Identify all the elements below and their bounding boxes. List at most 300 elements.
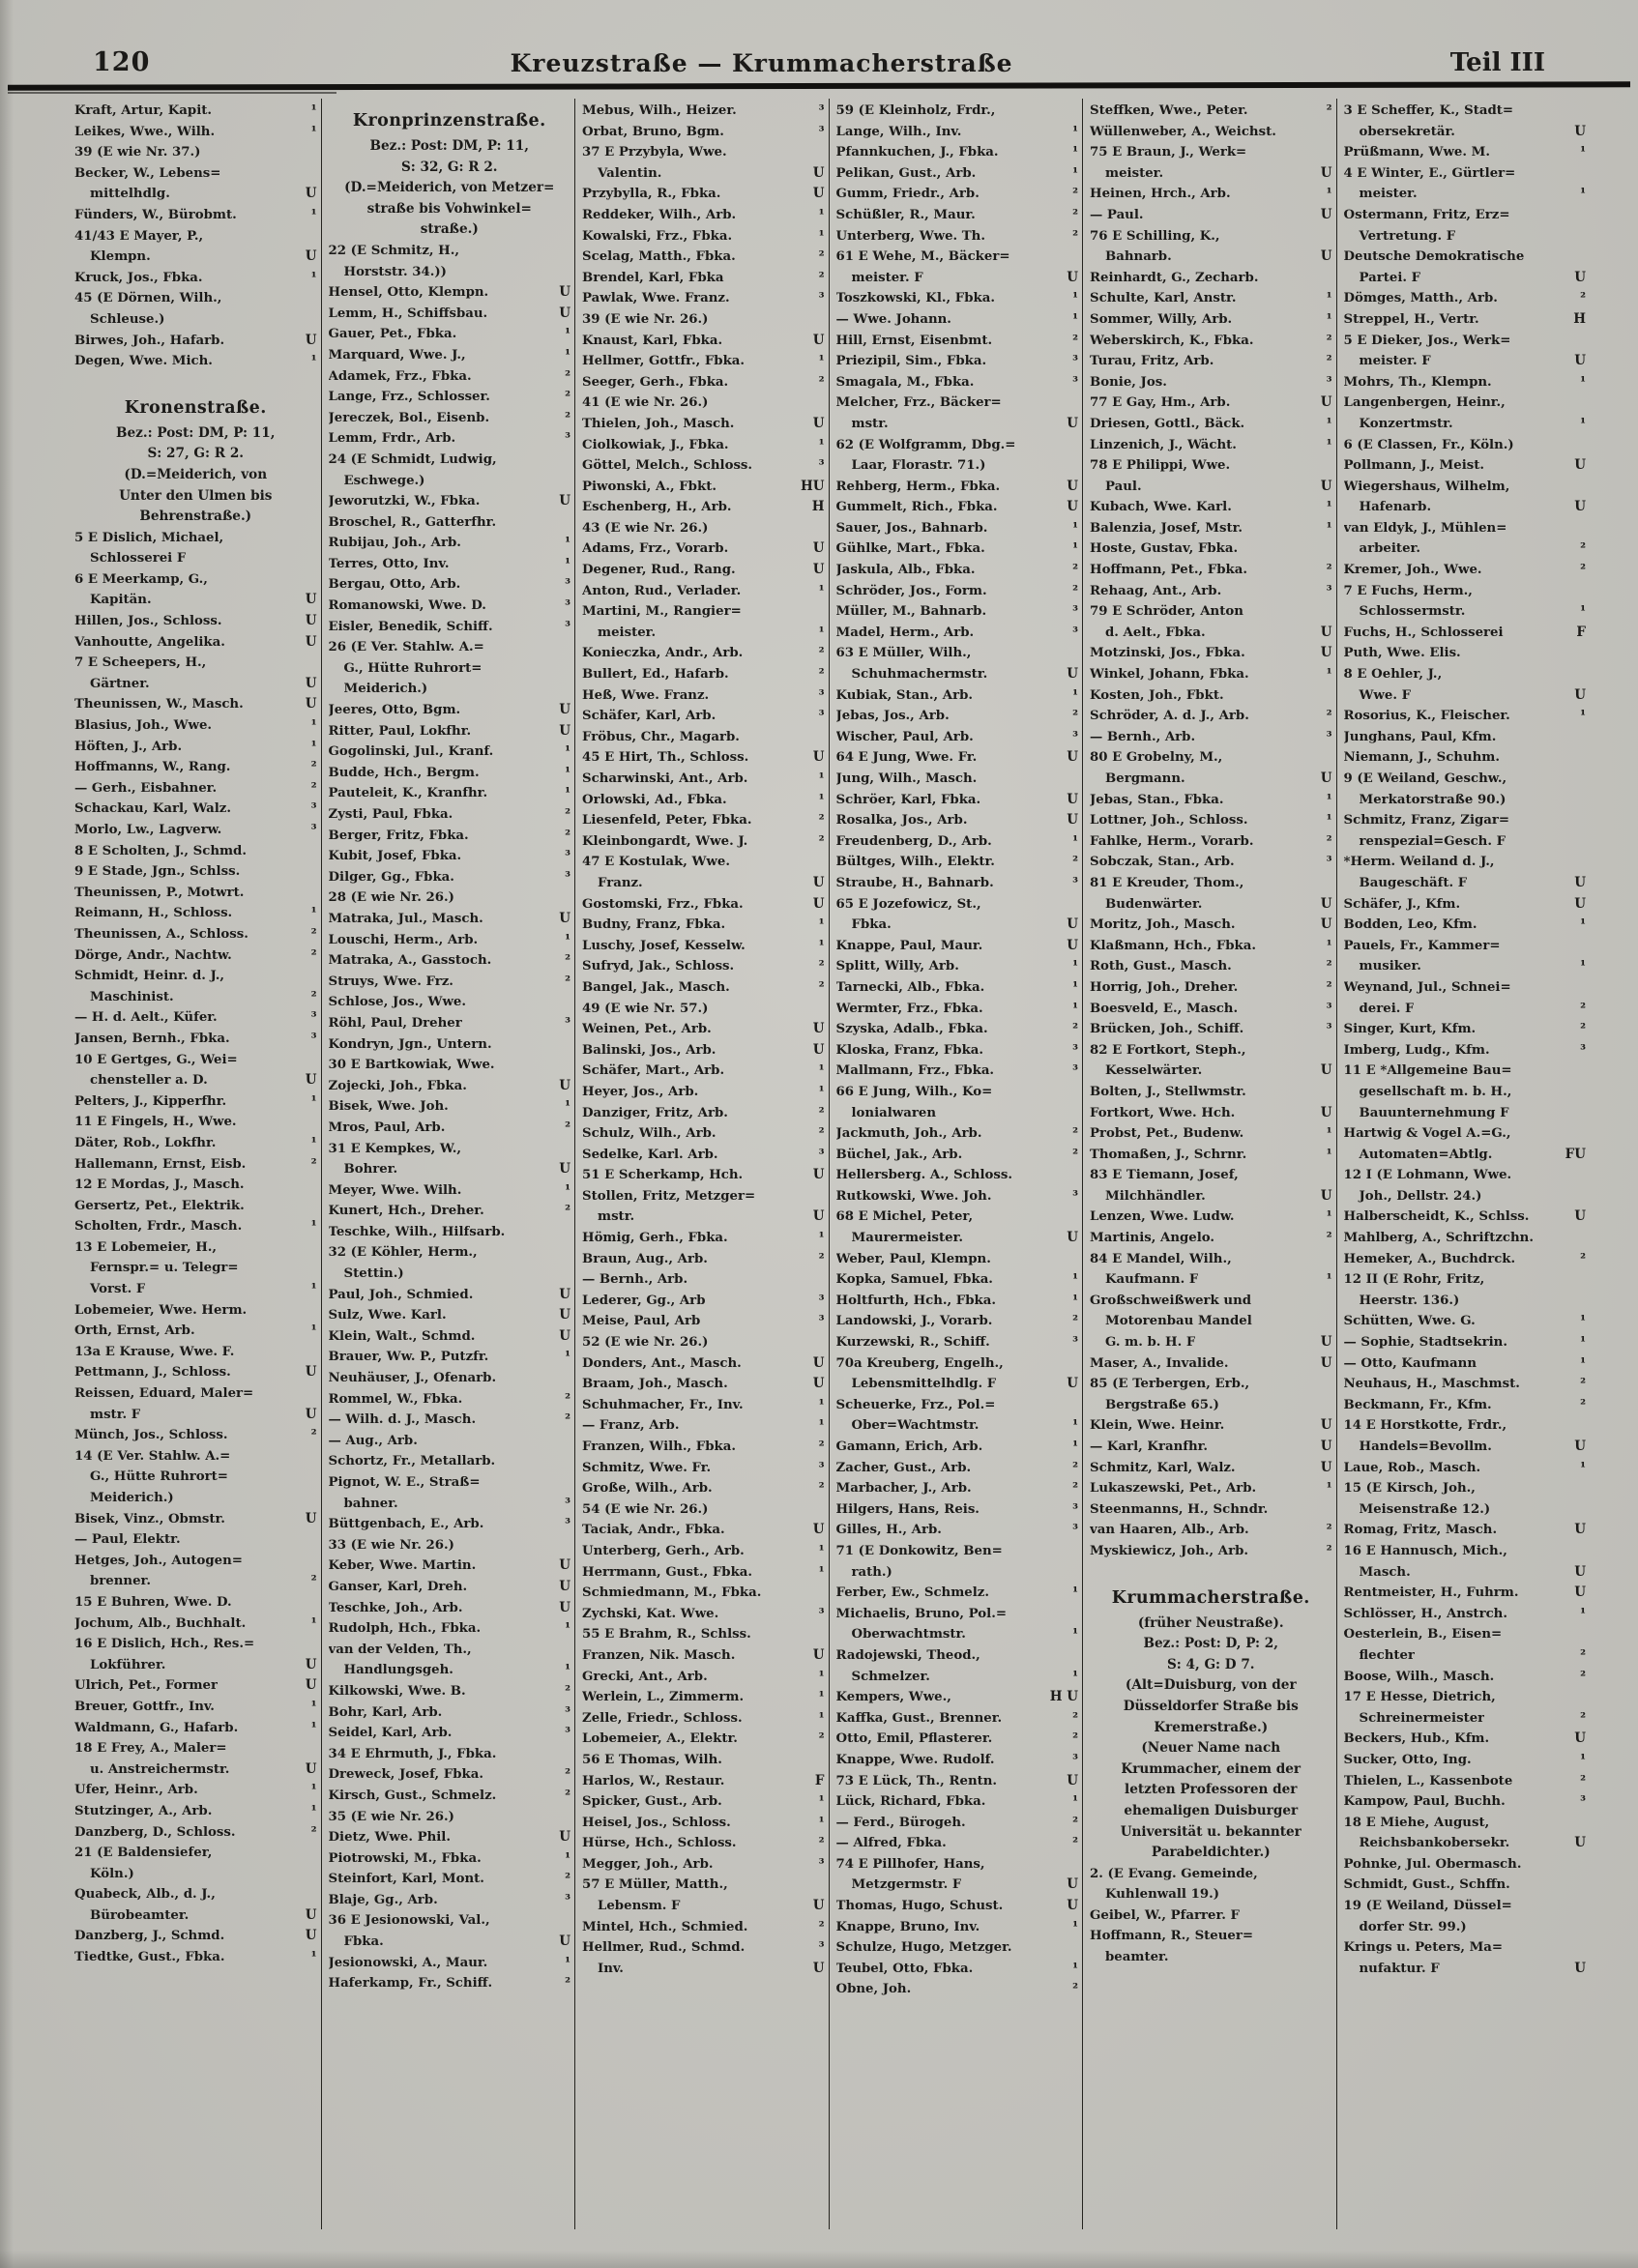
entry-marker: ³ bbox=[1326, 373, 1332, 390]
entry-marker: ² bbox=[818, 645, 825, 661]
directory-entry: Teubel, Otto, Fbka. ¹ bbox=[836, 1959, 1079, 1980]
entry-marker: U bbox=[1320, 1439, 1332, 1454]
directory-entry: Fbka. U bbox=[329, 1932, 571, 1953]
directory-entry: Harlos, W., Restaur. F bbox=[582, 1771, 825, 1792]
entry-marker: U bbox=[1574, 1730, 1586, 1747]
directory-entry: 70a Kreuberg, Engelh., bbox=[835, 1355, 1004, 1371]
entry-marker: ³ bbox=[1072, 1187, 1078, 1204]
directory-entry: Hilgers, Hans, Reis. ³ bbox=[836, 1499, 1079, 1521]
directory-entry: Reddeker, Wilh., Arb. ¹ bbox=[582, 205, 825, 226]
directory-entry: Hömig, Gerh., Fbka. ¹ bbox=[582, 1228, 825, 1249]
entry-marker: ² bbox=[565, 806, 570, 822]
entry-marker: ³ bbox=[818, 1605, 825, 1621]
directory-entry: Rehberg, Herm., Fbka. U bbox=[836, 477, 1079, 498]
directory-entry: rath.) bbox=[851, 1564, 892, 1580]
directory-entry: Herrmann, Gust., Fbka. ¹ bbox=[582, 1562, 825, 1584]
entry-marker: U bbox=[1067, 269, 1078, 285]
entry-marker: ³ bbox=[565, 618, 570, 634]
entry-marker: ¹ bbox=[310, 1782, 317, 1798]
street-info-line: (Alt=Duisburg, von der bbox=[1125, 1677, 1297, 1694]
directory-entry: Berger, Fritz, Fbka. ² bbox=[329, 826, 571, 847]
directory-entry: Seidel, Karl, Arb. ³ bbox=[329, 1723, 571, 1744]
entry-marker: ³ bbox=[818, 457, 825, 474]
entry-marker: ³ bbox=[565, 1495, 570, 1511]
directory-entry: Laar, Florastr. 71.) bbox=[851, 458, 986, 474]
directory-entry: Leikes, Wwe., Wilh. ¹ bbox=[74, 122, 317, 143]
directory-entry: Bullert, Ed., Hafarb. ² bbox=[582, 664, 825, 685]
directory-entry: 63 E Müller, Wilh., bbox=[835, 646, 972, 661]
entry-marker: ³ bbox=[565, 1516, 570, 1532]
entry-marker: U bbox=[305, 1072, 317, 1089]
directory-entry: Weynand, Jul., Schnei= bbox=[1343, 979, 1511, 995]
directory-entry: Meisenstraße 12.) bbox=[1359, 1501, 1491, 1517]
entry-marker: U bbox=[1320, 895, 1332, 912]
directory-entry: 11 E Fingels, H., Wwe. bbox=[74, 1115, 237, 1130]
entry-marker: ¹ bbox=[1072, 1000, 1078, 1016]
directory-entry: Schmelzer. ¹ bbox=[836, 1667, 1079, 1688]
directory-entry: Jebas, Jos., Arb. ² bbox=[836, 706, 1079, 727]
entry-marker: ² bbox=[1326, 353, 1332, 369]
entry-marker: ² bbox=[310, 1573, 317, 1589]
directory-entry: 35 (E wie Nr. 26.) bbox=[328, 1809, 454, 1824]
directory-entry: Zelle, Friedr., Schloss. ¹ bbox=[582, 1708, 825, 1730]
directory-entry: Rentmeister, H., Fuhrm. U bbox=[1344, 1583, 1587, 1604]
directory-entry: Haferkamp, Fr., Schiff. ² bbox=[329, 1973, 571, 1994]
directory-entry: Sufryd, Jak., Schloss. ² bbox=[582, 956, 825, 977]
street-heading: Krummacherstraße. bbox=[1111, 1587, 1310, 1608]
directory-entry: Becker, W., Lebens= bbox=[74, 165, 221, 181]
directory-entry: Lemm, Frdr., Arb. ³ bbox=[329, 428, 571, 450]
directory-entry: Struys, Wwe. Frz. ² bbox=[329, 972, 571, 993]
directory-entry: 59 (E Kleinholz, Frdr., bbox=[835, 103, 996, 118]
directory-entry: 37 E Przybyla, Wwe. bbox=[582, 145, 727, 160]
directory-entry: Vorst. F ¹ bbox=[74, 1279, 317, 1300]
directory-entry: 7 E Scheepers, H., bbox=[74, 655, 207, 671]
directory-entry: Brendel, Karl, Fbka ² bbox=[582, 268, 825, 289]
entry-marker: ² bbox=[818, 958, 825, 974]
directory-entry: Terres, Otto, Inv. ¹ bbox=[329, 554, 571, 575]
directory-entry: Franz. U bbox=[582, 873, 825, 894]
entry-marker: ² bbox=[565, 1871, 570, 1887]
entry-marker: ¹ bbox=[1326, 1480, 1332, 1497]
directory-entry: Scelag, Matth., Fbka. ² bbox=[582, 247, 825, 268]
directory-entry: Geibel, W., Pfarrer. F bbox=[1090, 1907, 1240, 1923]
directory-entry: Singer, Kurt, Kfm. ² bbox=[1344, 1019, 1587, 1040]
entry-marker: ¹ bbox=[1072, 1626, 1078, 1643]
directory-entry: Metzgermstr. F U bbox=[836, 1875, 1079, 1896]
directory-entry: 64 E Jung, Wwe. Fr. U bbox=[836, 747, 1079, 769]
directory-column bbox=[829, 99, 1083, 2229]
directory-entry: Spicker, Gust., Arb. ¹ bbox=[582, 1791, 825, 1813]
entry-marker: U bbox=[1574, 1835, 1586, 1851]
directory-entry: meister. F U bbox=[836, 268, 1079, 289]
directory-entry: Kraft, Artur, Kapit. ¹ bbox=[74, 101, 317, 122]
directory-entry: Quabeck, Alb., d. J., bbox=[74, 1887, 216, 1903]
entry-marker: ² bbox=[818, 1835, 825, 1851]
directory-entry: 41 (E wie Nr. 26.) bbox=[582, 395, 709, 411]
directory-entry: Grecki, Ant., Arb. ¹ bbox=[582, 1667, 825, 1688]
directory-entry: Schröer, Karl, Fbka. U bbox=[836, 790, 1079, 811]
directory-column bbox=[1082, 99, 1336, 2229]
directory-entry: Schreinermeister ² bbox=[1344, 1708, 1587, 1730]
entry-marker: U bbox=[559, 493, 570, 509]
entry-marker: ² bbox=[818, 978, 825, 995]
entry-marker: ¹ bbox=[310, 123, 317, 139]
entry-marker: ³ bbox=[1072, 1062, 1078, 1079]
directory-entry: Kosten, Joh., Fbkt. bbox=[1090, 687, 1224, 703]
entry-marker: ² bbox=[565, 367, 570, 384]
entry-marker: ¹ bbox=[1326, 791, 1332, 807]
directory-entry: 74 E Pillhofer, Hans, bbox=[835, 1856, 985, 1872]
directory-entry: 6 E Meerkamp, G., bbox=[74, 571, 208, 587]
directory-entry: Lange, Frz., Schlosser. ² bbox=[329, 387, 571, 408]
directory-entry: mstr. F U bbox=[74, 1405, 317, 1426]
entry-marker: ² bbox=[1580, 1668, 1586, 1684]
street-info-line: (D.=Meiderich, von bbox=[124, 466, 268, 482]
entry-marker: U bbox=[305, 1406, 317, 1422]
entry-marker: ³ bbox=[1580, 1793, 1586, 1810]
directory-entry: 14 (E Ver. Stahlw. A.= bbox=[74, 1448, 231, 1464]
directory-entry: Maurermeister. U bbox=[836, 1228, 1079, 1249]
directory-entry: Orth, Ernst, Arb. ¹ bbox=[74, 1321, 317, 1342]
street-info-line: S: 27, G: R 2. bbox=[147, 446, 245, 462]
directory-entry: Jereczek, Bol., Eisenb. ² bbox=[329, 408, 571, 429]
entry-marker: ¹ bbox=[1072, 1417, 1078, 1434]
entry-marker: ² bbox=[1072, 1835, 1078, 1851]
directory-entry: Smagala, M., Fbka. ³ bbox=[836, 372, 1079, 393]
directory-entry: Adamek, Frz., Fbka. ² bbox=[329, 366, 571, 388]
directory-entry: Fuchs, H., Schlosserei F bbox=[1344, 623, 1587, 644]
entry-marker: F bbox=[814, 1772, 825, 1788]
directory-entry: — Paul. U bbox=[1090, 205, 1332, 226]
directory-entry: Brücken, Joh., Schiff. ³ bbox=[1090, 1019, 1332, 1040]
entry-marker: U bbox=[1574, 874, 1586, 890]
directory-entry: 84 E Mandel, Wilh., bbox=[1090, 1251, 1232, 1266]
directory-entry: 79 E Schröder, Anton bbox=[1090, 604, 1243, 620]
directory-entry: 80 E Grobelny, M., bbox=[1090, 750, 1223, 766]
directory-entry: 18 E Frey, A., Maler= bbox=[74, 1741, 227, 1757]
directory-entry: Mebus, Wilh., Heizer. ³ bbox=[582, 101, 825, 122]
directory-entry: 68 E Michel, Peter, bbox=[835, 1209, 974, 1225]
directory-entry: 12 II (E Rohr, Fritz, bbox=[1343, 1272, 1485, 1288]
entry-marker: ¹ bbox=[1072, 310, 1078, 327]
entry-marker: U bbox=[305, 332, 317, 348]
entry-marker: ¹ bbox=[565, 785, 570, 801]
directory-entry: Hemeker, A., Buchdrck. ² bbox=[1344, 1249, 1587, 1270]
directory-entry: Steenmanns, H., Schndr. bbox=[1090, 1501, 1269, 1517]
directory-entry: Kurzewski, R., Schiff. ³ bbox=[836, 1332, 1079, 1353]
entry-marker: ² bbox=[1072, 708, 1078, 724]
directory-entry: Kubit, Josef, Fbka. ³ bbox=[329, 846, 571, 867]
entry-marker: U bbox=[812, 1041, 825, 1058]
entry-marker: ² bbox=[1072, 854, 1078, 870]
directory-entry: 49 (E wie Nr. 57.) bbox=[582, 1001, 709, 1016]
directory-entry: Gilles, H., Arb. ³ bbox=[836, 1520, 1079, 1541]
entry-marker: U bbox=[1067, 1772, 1078, 1788]
directory-entry: Sommer, Willy, Arb. ¹ bbox=[1090, 309, 1332, 331]
entry-marker: ² bbox=[565, 1390, 570, 1407]
entry-marker: U bbox=[1574, 686, 1586, 703]
directory-entry: 8 E Oehler, J., bbox=[1343, 667, 1443, 683]
entry-marker: U bbox=[1574, 499, 1586, 515]
column-spacer bbox=[1090, 1562, 1332, 1578]
entry-marker: U bbox=[1067, 916, 1078, 933]
street-info-line: Kremerstraße.) bbox=[1154, 1719, 1269, 1735]
entry-marker: ¹ bbox=[1072, 1668, 1078, 1684]
directory-entry: Sauer, Jos., Bahnarb. ¹ bbox=[836, 518, 1079, 539]
directory-entry: Schuhmacher, Fr., Inv. ¹ bbox=[582, 1395, 825, 1416]
directory-entry: 77 E Gay, Hm., Arb. U bbox=[1090, 393, 1332, 414]
entry-marker: ¹ bbox=[818, 1230, 825, 1246]
entry-marker: U bbox=[305, 1510, 317, 1527]
entry-marker: U bbox=[559, 1557, 570, 1574]
directory-entry: Klempn. U bbox=[74, 247, 317, 268]
entry-marker: U bbox=[1067, 1898, 1078, 1914]
entry-marker: ¹ bbox=[310, 1134, 317, 1150]
directory-entry: Tiedtke, Gust., Fbka. ¹ bbox=[74, 1947, 317, 1968]
directory-entry: — Wilh. d. J., Masch. ² bbox=[329, 1410, 571, 1431]
entry-marker: ¹ bbox=[310, 1218, 317, 1235]
entry-marker: ³ bbox=[565, 576, 570, 593]
directory-entry: Boose, Wilh., Masch. ² bbox=[1344, 1667, 1587, 1688]
entry-marker: ¹ bbox=[1326, 1125, 1332, 1142]
street-heading: Kronprinzenstraße. bbox=[352, 111, 546, 131]
entry-marker: U bbox=[305, 1760, 317, 1777]
directory-entry: 41/43 E Mayer, P., bbox=[74, 228, 204, 244]
entry-marker: ² bbox=[1326, 978, 1332, 995]
entry-marker: ³ bbox=[1326, 728, 1332, 744]
directory-entry: 76 E Schilling, K., bbox=[1090, 228, 1220, 244]
entry-marker: U bbox=[305, 1677, 317, 1694]
entry-marker: ³ bbox=[1072, 1334, 1078, 1351]
directory-entry: Jaskula, Alb., Fbka. ² bbox=[836, 560, 1079, 581]
directory-entry: Knappe, Wwe. Rudolf. ³ bbox=[836, 1750, 1079, 1771]
directory-entry: Schackau, Karl, Walz. ³ bbox=[74, 799, 317, 820]
directory-entry: Broschel, R., Gatterfhr. bbox=[328, 514, 497, 530]
entry-marker: ² bbox=[818, 1104, 825, 1120]
entry-marker: ² bbox=[1072, 1125, 1078, 1142]
entry-marker: ² bbox=[1326, 562, 1332, 578]
entry-marker: ¹ bbox=[1580, 958, 1586, 974]
directory-entry: 73 E Lück, Th., Rentn. U bbox=[836, 1771, 1079, 1792]
entry-marker: ² bbox=[310, 759, 317, 775]
directory-entry: van der Velden, Th., bbox=[328, 1642, 472, 1657]
directory-entry: Schulz, Wilh., Arb. ² bbox=[582, 1123, 825, 1145]
directory-entry: Büttgenbach, E., Arb. ³ bbox=[329, 1514, 571, 1535]
directory-entry: Vertretung. F bbox=[1359, 228, 1456, 244]
entry-marker: ³ bbox=[818, 1939, 825, 1956]
directory-entry: Moritz, Joh., Masch. U bbox=[1090, 915, 1332, 936]
street-info-line: Bez.: Post: D, P: 2, bbox=[1143, 1636, 1278, 1652]
directory-entry: Hensel, Otto, Klempn. U bbox=[329, 282, 571, 304]
directory-entry: Liesenfeld, Peter, Fbka. ² bbox=[582, 810, 825, 831]
entry-marker: ¹ bbox=[310, 1281, 317, 1297]
street-info-line: Bez.: Post: DM, P: 11, bbox=[369, 138, 529, 154]
entry-marker: ¹ bbox=[310, 1323, 317, 1339]
directory-entry: Bohrer. U bbox=[329, 1159, 571, 1180]
entry-marker: ² bbox=[1326, 332, 1332, 348]
entry-marker: ² bbox=[310, 925, 317, 942]
entry-marker: U bbox=[1067, 791, 1078, 807]
directory-entry: 52 (E wie Nr. 26.) bbox=[582, 1335, 709, 1351]
directory-entry: Göttel, Melch., Schloss. ³ bbox=[582, 455, 825, 477]
directory-entry: Niemann, J., Schuhm. bbox=[1343, 750, 1500, 766]
entry-marker: ³ bbox=[1072, 373, 1078, 390]
directory-entry: 65 E Jozefowicz, St., bbox=[835, 896, 981, 912]
entry-marker: ¹ bbox=[818, 582, 825, 598]
directory-entry: Oesterlein, B., Eisen= bbox=[1343, 1627, 1503, 1643]
entry-marker: U bbox=[559, 1327, 570, 1344]
directory-entry: Schmiedmann, M., Fbka. bbox=[582, 1585, 762, 1601]
directory-entry: Michaelis, Bruno, Pol.= bbox=[835, 1606, 1007, 1621]
entry-marker: ² bbox=[565, 409, 570, 425]
directory-entry: Schulte, Karl, Anstr. ¹ bbox=[1090, 288, 1332, 309]
directory-entry: G., Hütte Ruhrort= bbox=[90, 1469, 228, 1485]
entry-marker: ³ bbox=[818, 686, 825, 703]
directory-entry: — Ferd., Bürogeh. ² bbox=[836, 1813, 1079, 1834]
directory-entry: gesellschaft m. b. H., bbox=[1359, 1084, 1512, 1099]
entry-marker: U bbox=[812, 415, 825, 431]
directory-entry: 83 E Tiemann, Josef, bbox=[1090, 1168, 1239, 1183]
directory-entry: Kaufmann. F ¹ bbox=[1090, 1269, 1332, 1291]
entry-marker: U bbox=[559, 1578, 570, 1594]
directory-entry: 62 (E Wolfgramm, Dbg.= bbox=[835, 437, 1016, 452]
entry-marker: U bbox=[1574, 1960, 1586, 1976]
entry-marker: ³ bbox=[818, 708, 825, 724]
directory-entry: Theunissen, A., Schloss. ² bbox=[74, 924, 317, 945]
directory-entry: Sucker, Otto, Ing. ¹ bbox=[1344, 1750, 1587, 1771]
entry-marker: ¹ bbox=[1072, 1918, 1078, 1934]
directory-entry: Hoffmann, Pet., Fbka. ² bbox=[1090, 560, 1332, 581]
entry-marker: ¹ bbox=[1072, 164, 1078, 181]
directory-entry: Kondryn, Jgn., Untern. bbox=[328, 1036, 492, 1052]
directory-entry: Schmitz, Wwe. Fr. ³ bbox=[582, 1458, 825, 1479]
directory-entry: — Gerh., Eisbahner. ² bbox=[74, 778, 317, 800]
directory-entry: Dietz, Wwe. Phil. U bbox=[329, 1827, 571, 1848]
directory-entry: Dörge, Andr., Nachtw. ² bbox=[74, 945, 317, 967]
directory-entry: Baugeschäft. F U bbox=[1344, 873, 1587, 894]
entry-marker: ² bbox=[818, 1480, 825, 1497]
directory-entry: Schlosserei F bbox=[90, 551, 187, 567]
directory-entry: Ostermann, Fritz, Erz= bbox=[1343, 207, 1510, 222]
entry-marker: ² bbox=[1326, 1522, 1332, 1538]
directory-entry: Motzinski, Jos., Fbka. U bbox=[1090, 643, 1332, 664]
directory-entry: Joh., Dellstr. 24.) bbox=[1359, 1188, 1482, 1204]
entry-marker: ¹ bbox=[818, 206, 825, 222]
entry-marker: ² bbox=[1580, 562, 1586, 578]
directory-entry: Zysti, Paul, Fbka. ² bbox=[329, 804, 571, 826]
directory-column bbox=[321, 99, 575, 2229]
directory-entry: Thomas, Hugo, Schust. U bbox=[836, 1896, 1079, 1917]
directory-entry: Ganser, Karl, Dreh. U bbox=[329, 1577, 571, 1598]
entry-marker: U bbox=[1320, 916, 1332, 933]
entry-marker: ¹ bbox=[1326, 290, 1332, 306]
directory-entry: Przybylla, R., Fbka. U bbox=[582, 184, 825, 205]
entry-marker: ¹ bbox=[565, 1954, 570, 1970]
directory-entry: Kubach, Wwe. Karl. ¹ bbox=[1090, 497, 1332, 518]
directory-entry: Jung, Wilh., Masch. bbox=[835, 771, 978, 786]
directory-entry: Schmitz, Franz, Zigar= bbox=[1343, 813, 1510, 829]
entry-marker: U bbox=[1574, 353, 1586, 369]
directory-entry: Pollmann, J., Meist. U bbox=[1344, 455, 1587, 477]
street-info-line: ehemaligen Duisburger bbox=[1124, 1802, 1299, 1818]
directory-entry: Schröder, Jos., Form. ² bbox=[836, 581, 1079, 602]
directory-entry: Großschweißwerk und bbox=[1090, 1293, 1252, 1308]
entry-marker: U bbox=[559, 1599, 570, 1615]
entry-marker: ² bbox=[310, 779, 317, 796]
directory-entry: Paul. U bbox=[1090, 477, 1332, 498]
entry-marker: ² bbox=[310, 1155, 317, 1172]
directory-entry: Thielen, L., Kassenbote ² bbox=[1344, 1771, 1587, 1792]
entry-marker: ¹ bbox=[818, 227, 825, 244]
directory-entry: 54 (E wie Nr. 26.) bbox=[582, 1501, 709, 1517]
entry-marker: U bbox=[1320, 645, 1332, 661]
directory-entry: 61 E Wehe, M., Bäcker= bbox=[835, 249, 1010, 265]
entry-marker: ¹ bbox=[1580, 603, 1586, 620]
entry-marker: ² bbox=[565, 1411, 570, 1428]
entry-marker: U bbox=[559, 910, 570, 926]
directory-entry: Braun, Aug., Arb. ² bbox=[582, 1249, 825, 1270]
directory-entry: Maschinist. ² bbox=[74, 987, 317, 1008]
entry-marker: ³ bbox=[1326, 582, 1332, 598]
directory-entry: Meyer, Wwe. Wilh. ¹ bbox=[329, 1180, 571, 1202]
directory-entry: Bonie, Jos. ³ bbox=[1090, 372, 1332, 393]
directory-entry: Waldmann, G., Hafarb. ¹ bbox=[74, 1718, 317, 1739]
directory-entry: Vanhoutte, Angelika. U bbox=[74, 632, 317, 654]
entry-marker: ¹ bbox=[1580, 1605, 1586, 1621]
entry-marker: ² bbox=[818, 1730, 825, 1747]
directory-entry: Weberskirch, K., Fbka. ² bbox=[1090, 331, 1332, 352]
directory-entry: Laue, Rob., Masch. ¹ bbox=[1344, 1458, 1587, 1479]
entry-marker: ¹ bbox=[565, 346, 570, 363]
entry-marker: FU bbox=[1565, 1146, 1586, 1162]
street-info-line: Bez.: Post: DM, P: 11, bbox=[116, 424, 276, 441]
directory-entry: Kowalski, Frz., Fbka. ¹ bbox=[582, 226, 825, 247]
directory-entry: Zojecki, Joh., Fbka. U bbox=[329, 1076, 571, 1097]
directory-entry: Pauteleit, K., Kranfhr. ¹ bbox=[329, 783, 571, 804]
directory-entry: Ufer, Heinr., Arb. ¹ bbox=[74, 1780, 317, 1801]
entry-marker: ¹ bbox=[1072, 832, 1078, 849]
directory-entry: bahner. ³ bbox=[329, 1494, 571, 1515]
directory-entry: Ciolkowiak, J., Fbka. ¹ bbox=[582, 435, 825, 456]
directory-entry: Donders, Ant., Masch. U bbox=[582, 1353, 825, 1375]
entry-marker: ³ bbox=[818, 1855, 825, 1872]
directory-entry: Kirsch, Gust., Schmelz. ² bbox=[329, 1786, 571, 1807]
entry-marker: U bbox=[305, 592, 317, 608]
directory-entry: Keber, Wwe. Martin. U bbox=[329, 1556, 571, 1577]
entry-marker: ² bbox=[1072, 186, 1078, 202]
directory-entry: Piotrowski, M., Fbka. ¹ bbox=[329, 1848, 571, 1870]
directory-entry: 24 (E Schmidt, Ludwig, bbox=[328, 451, 497, 467]
directory-entry: 10 E Gertges, G., Wei= bbox=[74, 1052, 238, 1067]
directory-entry: 85 (E Terbergen, Erb., bbox=[1090, 1377, 1250, 1392]
entry-marker: ² bbox=[1072, 582, 1078, 598]
directory-entry: Lederer, Gg., Arb ³ bbox=[582, 1291, 825, 1312]
directory-entry: 81 E Kreuder, Thom., bbox=[1090, 875, 1244, 890]
entry-marker: ¹ bbox=[1580, 916, 1586, 933]
entry-marker: U bbox=[1067, 415, 1078, 431]
directory-entry: — Aug., Arb. bbox=[328, 1433, 418, 1448]
entry-marker: U bbox=[812, 1354, 825, 1371]
directory-entry: Gogolinski, Jul., Kranf. ¹ bbox=[329, 741, 571, 763]
directory-entry: Rosorius, K., Fleischer. ¹ bbox=[1344, 706, 1587, 727]
directory-entry: Dömges, Matth., Arb. ² bbox=[1344, 288, 1587, 309]
entry-marker: U bbox=[1320, 1417, 1332, 1434]
directory-entry: 39 (E wie Nr. 26.) bbox=[582, 311, 709, 327]
directory-entry: Handels=Bevollm. U bbox=[1344, 1437, 1587, 1458]
directory-entry: Morlo, Lw., Lagverw. ³ bbox=[74, 820, 317, 841]
directory-entry: Meise, Paul, Arb ³ bbox=[582, 1311, 825, 1332]
